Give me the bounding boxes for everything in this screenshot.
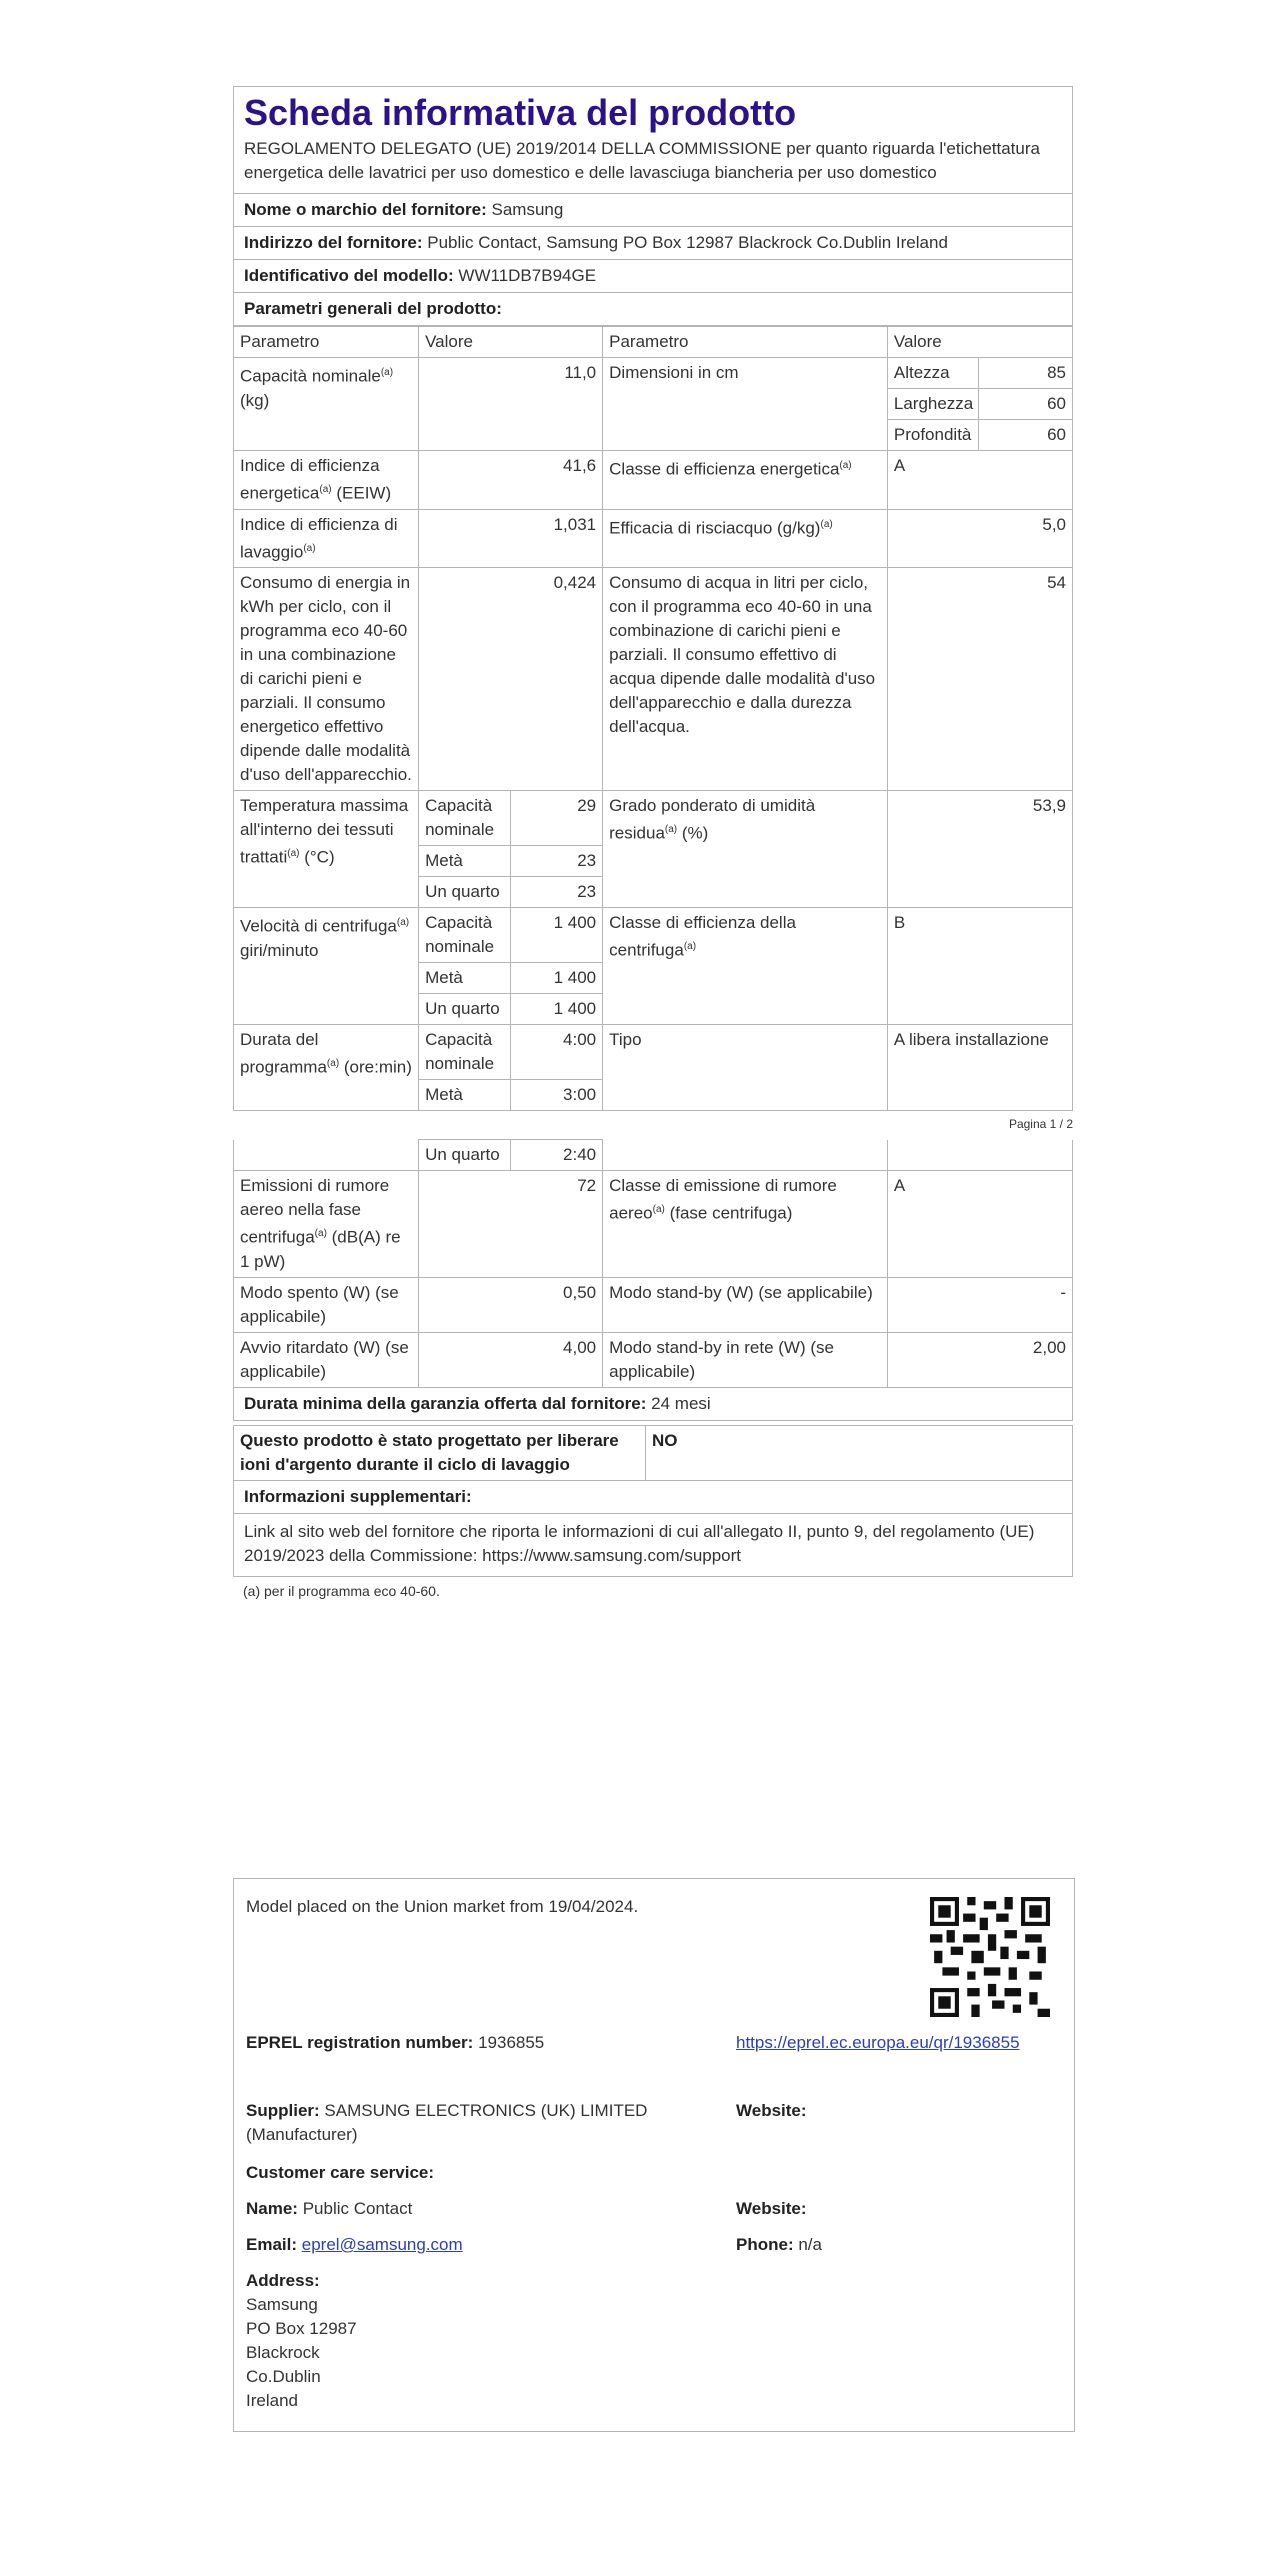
contact-name-label: Name: xyxy=(246,2199,298,2218)
eprel-link-wrap xyxy=(736,2031,1026,2055)
extra-info-label: Informazioni supplementari: xyxy=(244,1486,472,1506)
general-params-row xyxy=(234,292,1072,325)
water-consumption-label: Consumo di acqua in litri per ciclo, con il programma eco 40-60 in una combinazione di carichi pieni e parziali. Il consumo effettivo di acqua dipende dalle modalità d'uso dell'apparecchio e dalla durezza dell'acqua. xyxy=(603,568,888,791)
spin-quarter-label: Un quarto xyxy=(419,994,511,1025)
page-title: Scheda informativa del prodotto xyxy=(244,92,797,133)
temp-full-value: 29 xyxy=(510,791,603,846)
eei-label: Indice di efficienza energetica$^{(a)}$ (EEIW) xyxy=(234,451,419,510)
header-param-1: Parametro xyxy=(234,327,419,358)
table-row xyxy=(234,791,1073,846)
supplier-value: SAMSUNG ELECTRONICS (UK) LIMITED (Manufacturer) xyxy=(246,2101,648,2144)
address-block xyxy=(246,2293,357,2413)
care-website-label: Website: xyxy=(736,2199,807,2218)
parameters-table-page1 xyxy=(233,326,1073,1111)
table-row xyxy=(234,568,1073,791)
width-label: Larghezza xyxy=(887,389,979,420)
table-row xyxy=(234,908,1073,963)
capacity-label: Capacità nominale$^{(a)}$ (kg) xyxy=(234,358,419,451)
supplier-name-value: Samsung xyxy=(491,200,564,219)
eprel-box xyxy=(233,1878,1075,2432)
warranty-label: Durata minima della garanzia offerta dal fornitore: xyxy=(244,1393,647,1413)
email-link[interactable]: eprel@samsung.com xyxy=(301,2235,463,2254)
duration-half-label: Metà xyxy=(419,1080,511,1111)
temp-quarter-label: Un quarto xyxy=(419,877,511,908)
type-value-cont xyxy=(887,1140,1072,1171)
contact-name-row xyxy=(246,2197,412,2221)
regulation-subtitle: REGOLAMENTO DELEGATO (UE) 2019/2014 DELLA COMMISSIONE per quanto riguarda l'etichettatura energetica delle lavatrici per uso domestico e delle lavasciuga biancheria per uso domestico xyxy=(244,139,1040,182)
parameters-table-page2 xyxy=(233,1139,1073,1388)
spin-half-label: Metà xyxy=(419,963,511,994)
moisture-value: 53,9 xyxy=(887,791,1072,908)
spin-class-value: B xyxy=(887,908,1072,1025)
header-param-2: Parametro xyxy=(603,327,888,358)
spin-quarter-value: 1 400 xyxy=(510,994,603,1025)
warranty-row xyxy=(233,1388,1073,1421)
delay-value: 4,00 xyxy=(419,1332,603,1387)
silver-ions-value: NO xyxy=(646,1425,1073,1480)
height-value: 85 xyxy=(979,358,1073,389)
net-standby-label: Modo stand-by in rete (W) (se applicabile) xyxy=(603,1332,888,1387)
email-row xyxy=(246,2233,463,2257)
off-mode-label: Modo spento (W) (se applicabile) xyxy=(234,1277,419,1332)
noise-class-label: Classe di emissione di rumore aereo$^{(a)}$ (fase centrifuga) xyxy=(603,1171,888,1278)
eprel-reg-label: EPREL registration number: xyxy=(246,2033,474,2052)
supplier-label: Supplier: xyxy=(246,2101,320,2120)
temp-half-label: Metà xyxy=(419,846,511,877)
product-sheet xyxy=(233,86,1073,1605)
address-line: PO Box 12987 xyxy=(246,2319,357,2338)
supplier-name-row xyxy=(234,193,1072,226)
eprel-reg-value: 1936855 xyxy=(478,2033,545,2052)
supplier-address-label: Indirizzo del fornitore: xyxy=(244,233,423,252)
silver-ions-label: Questo prodotto è stato progettato per liberare ioni d'argento durante il ciclo di lavaggio xyxy=(234,1425,646,1480)
depth-value: 60 xyxy=(979,420,1073,451)
supplier-website-label: Website: xyxy=(736,2101,807,2120)
table-row xyxy=(234,451,1073,510)
energy-class-value: A xyxy=(887,451,1072,510)
spin-full-label: Capacità nominale xyxy=(419,908,511,963)
rinse-label: Efficacia di risciacquo $(g/kg)^{(a)}$ xyxy=(603,509,888,568)
table-row xyxy=(234,1140,1073,1171)
spin-class-label: Classe di efficienza della centrifuga$^{(a)}$ xyxy=(603,908,888,1025)
dimensions-label: Dimensioni in cm xyxy=(603,358,888,451)
standby-label: Modo stand-by (W) (se applicabile) xyxy=(603,1277,888,1332)
height-label: Altezza xyxy=(887,358,979,389)
rinse-value: 5,0 xyxy=(887,509,1072,568)
model-id-value: WW11DB7B94GE xyxy=(458,266,597,285)
address-line: Co.Dublin xyxy=(246,2367,321,2386)
wash-index-value: 1,031 xyxy=(419,509,603,568)
phone-value: n/a xyxy=(798,2235,822,2254)
noise-value: 72 xyxy=(419,1171,603,1278)
type-label: Tipo xyxy=(603,1025,888,1111)
spin-half-value: 1 400 xyxy=(510,963,603,994)
model-id-label: Identificativo del modello: xyxy=(244,266,454,285)
depth-label: Profondità xyxy=(887,420,979,451)
water-consumption-value: 54 xyxy=(887,568,1072,791)
temperature-label: Temperatura massima all'interno dei tessuti trattati$^{(a)}$ (°C) xyxy=(234,791,419,908)
temp-quarter-value: 23 xyxy=(510,877,603,908)
table-row xyxy=(234,1171,1073,1278)
moisture-label: Grado ponderato di umidità residua$^{(a)}$ (%) xyxy=(603,791,888,908)
net-standby-value: 2,00 xyxy=(887,1332,1072,1387)
spin-full-value: 1 400 xyxy=(510,908,603,963)
qr-code-icon[interactable] xyxy=(930,1897,1050,2017)
phone-row xyxy=(736,2233,822,2257)
header-value-1: Valore xyxy=(419,327,603,358)
duration-full-value: 4:00 xyxy=(510,1025,603,1080)
energy-consumption-value: 0,424 xyxy=(419,568,603,791)
page-number: Pagina 1 / 2 xyxy=(1008,1117,1073,1132)
off-mode-value: 0,50 xyxy=(419,1277,603,1332)
table-row xyxy=(234,1332,1073,1387)
address-label: Address: xyxy=(246,2271,320,2290)
eprel-qr-link[interactable]: https://eprel.ec.europa.eu/qr/1936855 xyxy=(736,2033,1020,2052)
extra-info-box xyxy=(233,1481,1073,1577)
duration-half-value: 3:00 xyxy=(510,1080,603,1111)
table-row xyxy=(234,358,1073,389)
phone-label: Phone: xyxy=(736,2235,794,2254)
table-header-row xyxy=(234,327,1073,358)
energy-class-label: Classe di efficienza energetica$^{(a)}$ xyxy=(603,451,888,510)
warranty-value: 24 mesi xyxy=(651,1393,711,1413)
table-row xyxy=(234,1025,1073,1080)
wash-index-label: Indice di efficienza di lavaggio$^{(a)}$ xyxy=(234,509,419,568)
type-cont xyxy=(603,1140,888,1171)
market-date-text: Model placed on the Union market from 19/04/2024. xyxy=(246,1897,639,1916)
supplier-address-row xyxy=(234,226,1072,259)
footnote: (a) per il programma eco 40-60. xyxy=(243,1582,440,1599)
header-value-2: Valore xyxy=(887,327,1072,358)
width-value: 60 xyxy=(979,389,1073,420)
spin-label: Velocità di centrifuga$^{(a)}$ giri/minuto xyxy=(234,908,419,1025)
general-params-label: Parametri generali del prodotto: xyxy=(244,299,502,318)
address-line: Ireland xyxy=(246,2391,298,2410)
sheet-header xyxy=(233,86,1073,326)
standby-value: - xyxy=(887,1277,1072,1332)
supplier-link-text: Link al sito web del fornitore che riporta le informazioni di cui all'allegato II, punto 9, del regolamento (UE) 2019/2023 della Commissione: https://www.samsung.com/support xyxy=(234,1513,1072,1576)
table-row xyxy=(234,1425,1073,1480)
temp-half-value: 23 xyxy=(510,846,603,877)
email-label: Email: xyxy=(246,2235,298,2254)
energy-consumption-label: Consumo di energia in kWh per ciclo, con il programma eco 40-60 in una combinazione di carichi pieni e parziali. Il consumo energetico effettivo dipende dalle modalità d'uso dell'apparecchio. xyxy=(234,568,419,791)
address-line: Blackrock xyxy=(246,2343,320,2362)
table-row xyxy=(234,1277,1073,1332)
supplier-row xyxy=(246,2099,726,2147)
temp-full-label: Capacità nominale xyxy=(419,791,511,846)
contact-name-value: Public Contact xyxy=(302,2199,413,2218)
duration-quarter-value: 2:40 xyxy=(510,1140,603,1171)
type-value: A libera installazione xyxy=(887,1025,1072,1111)
eprel-reg-row xyxy=(246,2031,544,2055)
noise-label: Emissioni di rumore aereo nella fase centrifuga$^{(a)}$ (dB(A) re 1 pW) xyxy=(234,1171,419,1278)
duration-label: Durata del programma$^{(a)}$ (ore:min) xyxy=(234,1025,419,1111)
supplier-address-value: Public Contact, Samsung PO Box 12987 Blackrock Co.Dublin Ireland xyxy=(427,233,948,252)
duration-cont-label xyxy=(234,1140,419,1171)
capacity-value: 11,0 xyxy=(419,358,603,451)
model-id-row xyxy=(234,259,1072,292)
table-row xyxy=(234,509,1073,568)
delay-label: Avvio ritardato (W) (se applicabile) xyxy=(234,1332,419,1387)
eei-value: 41,6 xyxy=(419,451,603,510)
duration-quarter-label: Un quarto xyxy=(419,1140,511,1171)
duration-full-label: Capacità nominale xyxy=(419,1025,511,1080)
supplier-name-label: Nome o marchio del fornitore: xyxy=(244,200,487,219)
silver-ions-table xyxy=(233,1425,1073,1481)
noise-class-value: A xyxy=(887,1171,1072,1278)
customer-care-label: Customer care service: xyxy=(246,2163,435,2182)
address-line: Samsung xyxy=(246,2295,318,2314)
